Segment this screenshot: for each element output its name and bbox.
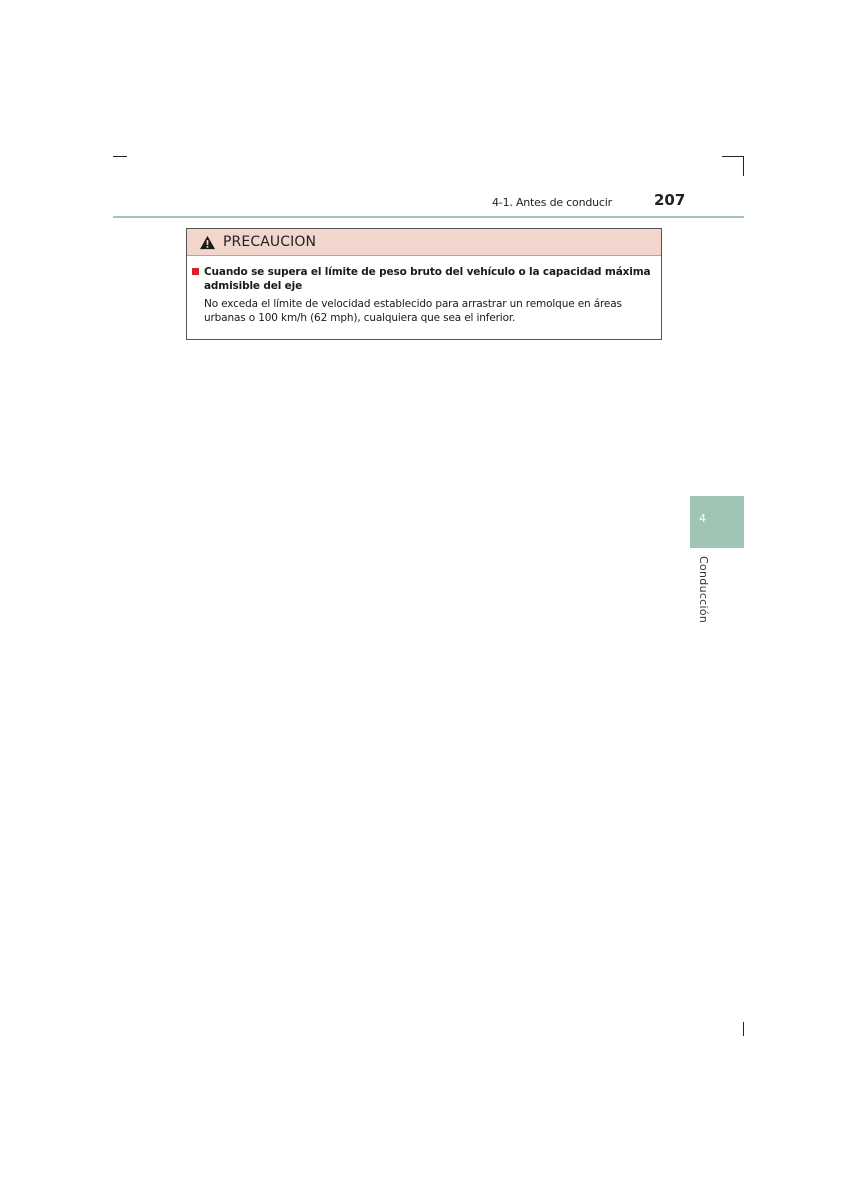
chapter-tab: [690, 496, 744, 548]
caution-body: [187, 256, 661, 325]
page-number: 207: [654, 191, 686, 209]
caution-header: [187, 229, 661, 256]
caution-title: PRECAUCION: [223, 234, 317, 250]
caution-heading: Cuando se supera el límite de peso bruto del vehículo o la capacidad máxima admisible del eje: [204, 266, 651, 292]
warning-triangle-icon: [199, 235, 216, 250]
crop-mark-bottom-right: [743, 1022, 744, 1036]
red-square-bullet-icon: [192, 268, 199, 275]
crop-mark-top-right-horizontal: [722, 156, 744, 157]
caution-text: No exceda el límite de velocidad establecido para arrastrar un remolque en áreas urbanas o 100 km/h (62 mph), cualquiera que sea el inferior.: [204, 298, 622, 324]
header-rule: [113, 216, 744, 218]
crop-mark-top-left: [113, 156, 127, 157]
chapter-number: 4: [699, 512, 706, 525]
chapter-label: Conducción: [697, 556, 710, 624]
caution-bullet-row: [192, 265, 655, 293]
running-header-section: 4-1. Antes de conducir: [492, 196, 612, 209]
caution-box: [186, 228, 662, 340]
crop-mark-top-right-vertical: [743, 156, 744, 176]
